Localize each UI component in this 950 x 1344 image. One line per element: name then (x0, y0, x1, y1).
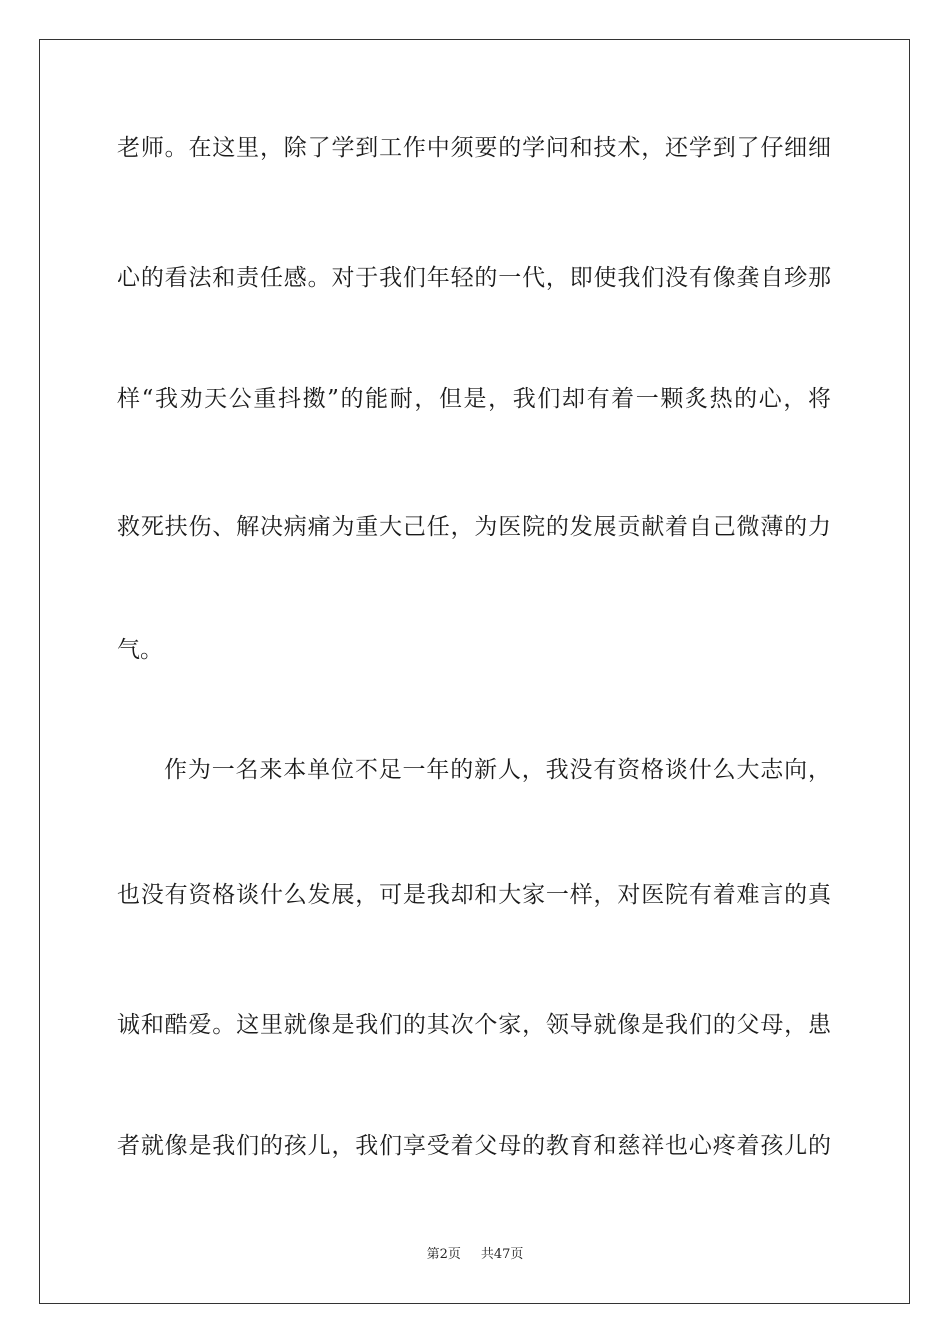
text-line-4: 救死扶伤、解决病痛为重大己任，为医院的发展贡献着自己微薄的力 (117, 514, 831, 540)
text-line-8: 诚和酷爱。这里就像是我们的其次个家，领导就像是我们的父母，患 (117, 1012, 831, 1038)
text-line-5: 气。 (117, 637, 163, 663)
text-line-3: 样“我劝天公重抖擞”的能耐，但是，我们却有着一颗炙热的心，将 (117, 386, 831, 412)
page-border (39, 39, 910, 1304)
text-line-6: 作为一名来本单位不足一年的新人，我没有资格谈什么大志向， (164, 757, 831, 783)
page-footer (0, 1246, 950, 1264)
page-total: 共47页 (480, 1247, 524, 1262)
text-line-2: 心的看法和责任感。对于我们年轻的一代，即使我们没有像龚自珍那 (117, 265, 831, 291)
text-line-7: 也没有资格谈什么发展，可是我却和大家一样，对医院有着难言的真 (117, 882, 831, 908)
text-line-1: 老师。在这里，除了学到工作中须要的学问和技术，还学到了仔细细 (117, 135, 831, 161)
text-line-9: 者就像是我们的孩儿，我们享受着父母的教育和慈祥也心疼着孩儿的 (117, 1133, 831, 1159)
page-number: 第2页 (426, 1247, 461, 1262)
